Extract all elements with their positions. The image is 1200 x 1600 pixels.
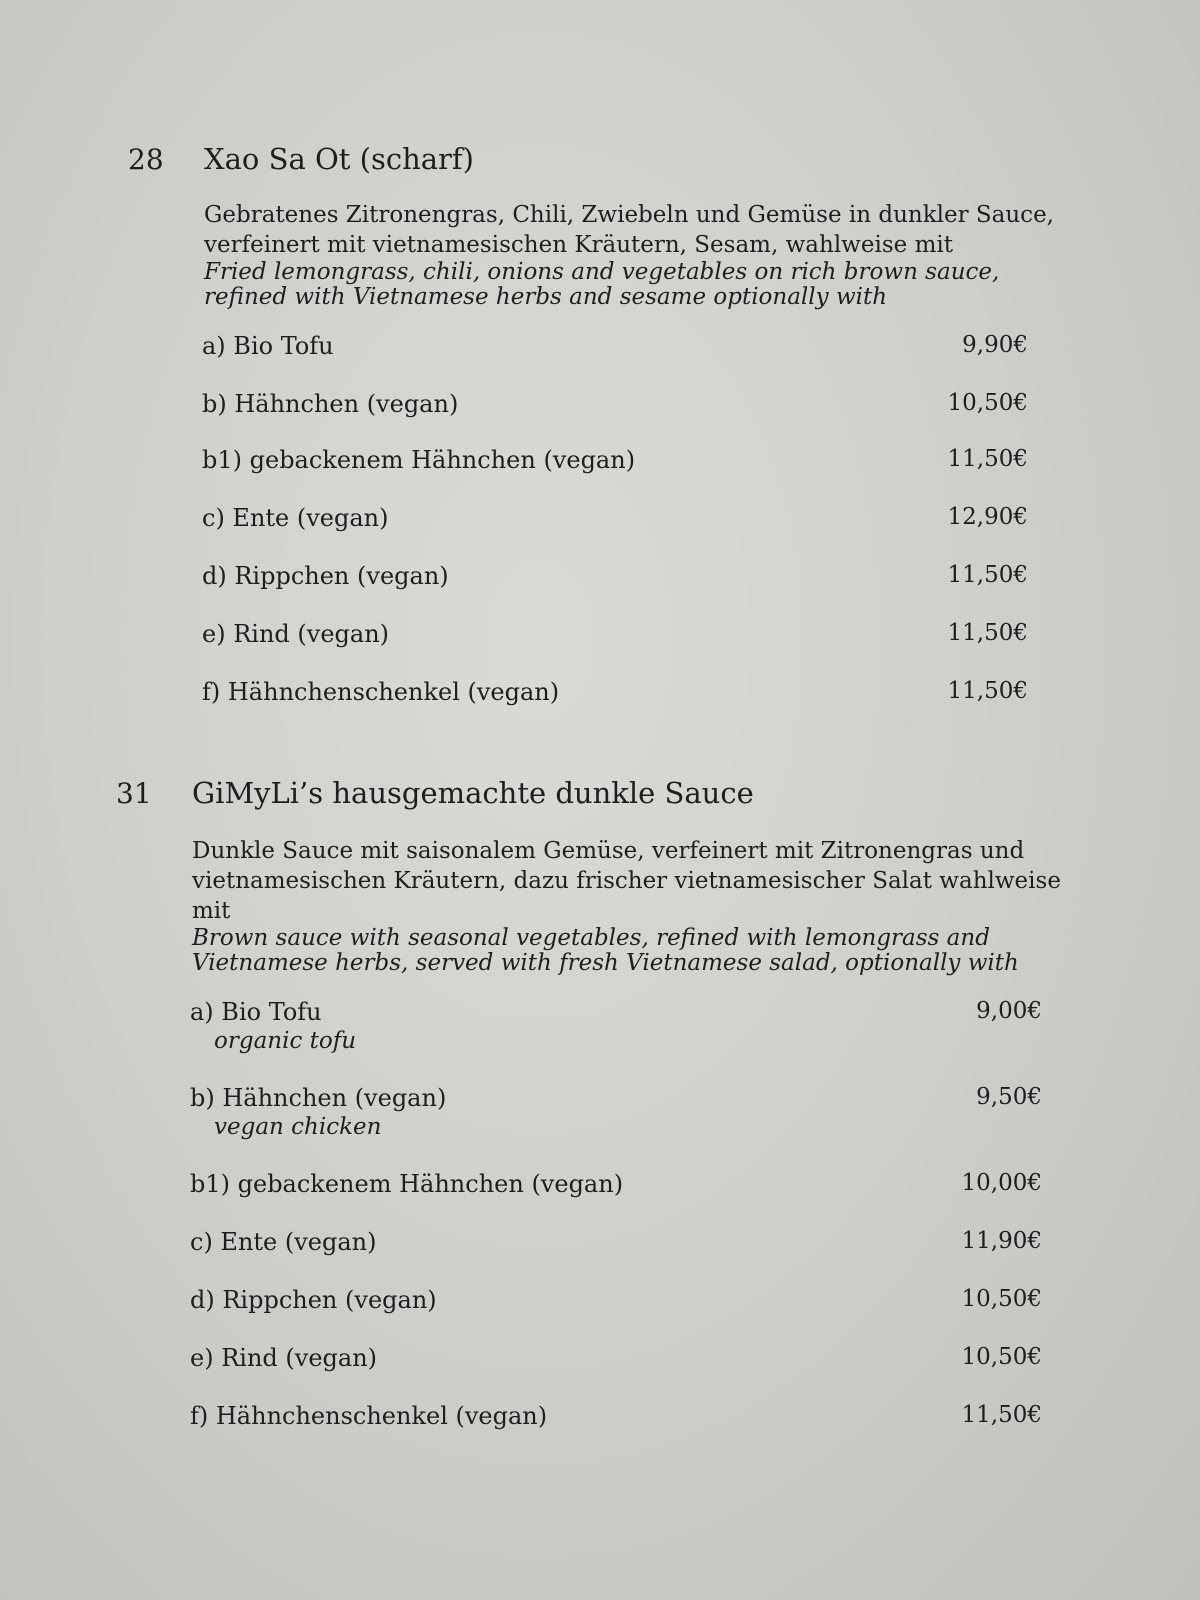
description-english: Brown sauce with seasonal vegetables, refined with lemongrass and Vietnamese herbs, served with fresh Vietnamese salad, optionally with [192, 925, 1019, 976]
option-label: a) Bio Tofu [202, 332, 334, 360]
dish-description [204, 200, 1058, 310]
option-label: b) Hähnchen (vegan) [202, 390, 459, 418]
option-item [202, 504, 1058, 562]
option-label: e) Rind (vegan) [202, 620, 390, 648]
option-item [202, 446, 1058, 504]
description-german: Dunkle Sauce mit saisonalem Gemüse, verfeinert mit Zitronengras und vietnamesischen Kräutern, dazu frischer vietnamesischer Salat wahlweise mit [192, 838, 1061, 924]
option-list [190, 998, 1066, 1460]
dish-description [192, 836, 1066, 976]
option-translation: vegan chicken [214, 1114, 382, 1140]
dish-title: Xao Sa Ot (scharf) [204, 142, 474, 176]
option-label: a) Bio Tofu [190, 998, 322, 1026]
option-label-group [190, 998, 356, 1054]
option-price: 9,00€ [976, 998, 1042, 1024]
option-label: d) Rippchen (vegan) [202, 562, 449, 590]
option-translation: organic tofu [214, 1028, 357, 1054]
option-label: b) Hähnchen (vegan) [190, 1084, 447, 1112]
option-price: 10,00€ [961, 1170, 1042, 1196]
option-item [190, 1228, 1066, 1286]
option-item [190, 1084, 1066, 1170]
option-item [202, 620, 1058, 678]
option-label: d) Rippchen (vegan) [190, 1286, 437, 1314]
option-price: 10,50€ [961, 1344, 1042, 1370]
option-list [202, 332, 1058, 736]
dish-number: 28 [128, 143, 164, 176]
option-item [202, 562, 1058, 620]
option-price: 10,50€ [961, 1286, 1042, 1312]
option-price: 12,90€ [947, 504, 1028, 530]
option-label: f) Hähnchenschenkel (vegan) [202, 678, 560, 706]
dish-header [116, 776, 1066, 816]
option-item [190, 998, 1066, 1084]
dish-title: GiMyLi’s hausgemachte dunkle Sauce [192, 776, 754, 810]
option-item [190, 1286, 1066, 1344]
dish-section-31 [116, 776, 1066, 1460]
dish-number: 31 [116, 777, 152, 810]
option-label: e) Rind (vegan) [190, 1344, 378, 1372]
option-price: 10,50€ [947, 390, 1028, 416]
dish-section-28 [128, 142, 1058, 736]
option-label: c) Ente (vegan) [190, 1228, 377, 1256]
option-item [202, 390, 1058, 446]
option-price: 11,50€ [947, 620, 1028, 646]
option-price: 11,50€ [961, 1402, 1042, 1428]
option-price: 11,50€ [947, 446, 1028, 472]
option-price: 11,90€ [961, 1228, 1042, 1254]
option-label: b1) gebackenem Hähnchen (vegan) [190, 1170, 624, 1198]
option-label: c) Ente (vegan) [202, 504, 389, 532]
option-label-group [190, 1084, 446, 1140]
option-item [202, 332, 1058, 390]
option-price: 9,50€ [976, 1084, 1042, 1110]
description-english: Fried lemongrass, chili, onions and vegetables on rich brown sauce, refined with Vietnamese herbs and sesame optionally with [204, 259, 1000, 310]
option-item [190, 1344, 1066, 1402]
option-price: 11,50€ [947, 678, 1028, 704]
option-price: 9,90€ [962, 332, 1028, 358]
option-label: b1) gebackenem Hähnchen (vegan) [202, 446, 636, 474]
description-german: Gebratenes Zitronengras, Chili, Zwiebeln und Gemüse in dunkler Sauce, verfeinert mit vietnamesischen Kräutern, Sesam, wahlweise mit [204, 202, 1054, 258]
option-price: 11,50€ [947, 562, 1028, 588]
option-item [202, 678, 1058, 736]
option-label: f) Hähnchenschenkel (vegan) [190, 1402, 548, 1430]
option-item [190, 1402, 1066, 1460]
dish-header [128, 142, 1058, 182]
option-item [190, 1170, 1066, 1228]
